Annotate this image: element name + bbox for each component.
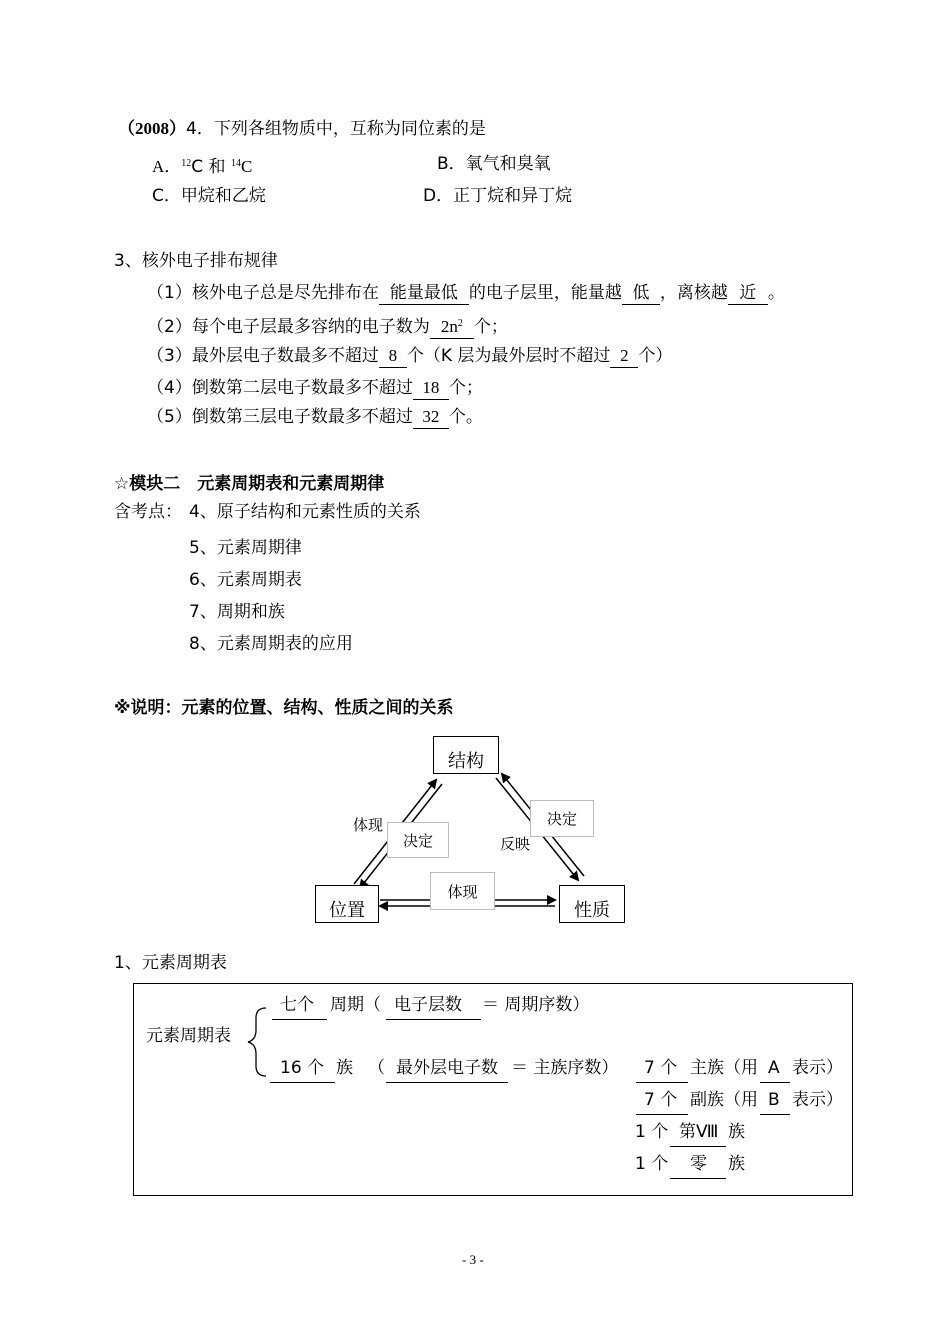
zero-count: 1 个 bbox=[635, 1154, 669, 1174]
group-label: 族 bbox=[336, 1058, 353, 1078]
node-property: 性质 bbox=[559, 885, 625, 923]
period-rule-b: ＝ 周期序数） bbox=[482, 995, 590, 1015]
rule-1: （1）核外电子总是尽先排布在 能量最低 的电子层里，能量越 低 ，离核越 近 。 bbox=[147, 283, 785, 303]
blank-8: 8 bbox=[379, 345, 407, 368]
node-structure: 结构 bbox=[433, 736, 499, 774]
label-right-determine: 决定 bbox=[530, 800, 594, 837]
period-rule-a: 电子层数 bbox=[394, 995, 462, 1015]
sub-letter: B bbox=[768, 1090, 780, 1110]
viii-name: 第Ⅷ bbox=[679, 1122, 719, 1142]
main-end: 表示） bbox=[792, 1058, 843, 1078]
period-count-line bbox=[272, 1019, 327, 1020]
blank-low: 低 bbox=[622, 282, 660, 305]
blank-near: 近 bbox=[728, 282, 768, 305]
sub-count: 7 个 bbox=[644, 1090, 678, 1110]
label-left-determine: 决定 bbox=[387, 822, 449, 858]
blank-18: 18 bbox=[413, 377, 449, 400]
main-letter: A bbox=[768, 1058, 780, 1078]
question-year: （2008） bbox=[118, 119, 186, 138]
brace bbox=[242, 1002, 272, 1082]
label-left-embody: 体现 bbox=[353, 816, 384, 834]
group-rule-line bbox=[386, 1082, 508, 1083]
points-label: 含考点： bbox=[114, 502, 182, 522]
point-item: 4、原子结构和元素性质的关系 bbox=[189, 502, 421, 522]
table-section-title: 1、元素周期表 bbox=[114, 953, 227, 973]
rule-4: （4）倒数第二层电子数最多不超过 18 个； bbox=[147, 378, 483, 398]
label-right-reflect: 反映 bbox=[500, 835, 531, 853]
page-number: - 3 - bbox=[462, 1252, 484, 1267]
group-rule-b: ＝ 主族序数） bbox=[511, 1058, 619, 1078]
blank-2n2: $2n^2$ bbox=[430, 313, 474, 339]
viii-end: 族 bbox=[728, 1122, 745, 1142]
blank-32: 32 bbox=[413, 406, 449, 429]
main-count-line bbox=[636, 1082, 688, 1083]
node-position: 位置 bbox=[315, 885, 379, 923]
point-item: 5、元素周期律 bbox=[189, 538, 302, 558]
point-item: 8、元素周期表的应用 bbox=[189, 634, 353, 654]
viii-name-line bbox=[670, 1146, 726, 1147]
option-c: C．甲烷和乙烷 bbox=[152, 186, 266, 206]
period-rule-line bbox=[386, 1019, 481, 1020]
group-open: （ bbox=[368, 1058, 385, 1078]
period-label: 周期（ bbox=[330, 995, 381, 1015]
main-count: 7 个 bbox=[644, 1058, 678, 1078]
sub-count-line bbox=[636, 1114, 688, 1115]
rule-5: （5）倒数第三层电子数最多不超过 32 个。 bbox=[147, 407, 483, 427]
zero-name: 零 bbox=[690, 1154, 707, 1174]
option-d: D．正丁烷和异丁烷 bbox=[423, 186, 573, 206]
option-a: A．$^{12}$C 和 $^{14}$C bbox=[152, 157, 253, 177]
rule-3: （3）最外层电子数最多不超过 8 个（K 层为最外层时不超过 2 个） bbox=[147, 346, 673, 366]
point-item: 6、元素周期表 bbox=[189, 570, 302, 590]
sub-letter-line bbox=[760, 1114, 790, 1115]
group-count: 16 个 bbox=[280, 1058, 325, 1078]
main-label: 主族（用 bbox=[690, 1058, 758, 1078]
rule-2: （2）每个电子层最多容纳的电子数为 $2n^2$ 个； bbox=[147, 313, 508, 339]
viii-count: 1 个 bbox=[635, 1122, 669, 1142]
pt-root: 元素周期表 bbox=[146, 1026, 231, 1046]
module2-title: ☆模块二 元素周期表和元素周期律 bbox=[114, 474, 385, 494]
section3-title: 3、核外电子排布规律 bbox=[114, 251, 278, 271]
group-count-line bbox=[270, 1082, 335, 1083]
point-item: 7、周期和族 bbox=[189, 602, 285, 622]
period-count: 七个 bbox=[280, 995, 314, 1015]
sub-end: 表示） bbox=[792, 1090, 843, 1110]
group-rule-a: 最外层电子数 bbox=[396, 1058, 498, 1078]
note-title: ※说明：元素的位置、结构、性质之间的关系 bbox=[114, 698, 454, 718]
option-b: B．氧气和臭氧 bbox=[437, 154, 551, 174]
zero-end: 族 bbox=[728, 1154, 745, 1174]
sub-label: 副族（用 bbox=[690, 1090, 758, 1110]
zero-name-line bbox=[670, 1178, 726, 1179]
blank-energy-lowest: 能量最低 bbox=[379, 282, 469, 305]
main-letter-line bbox=[760, 1082, 790, 1083]
question-stem: 4．下列各组物质中，互称为同位素的是 bbox=[186, 119, 486, 139]
blank-2: 2 bbox=[610, 345, 638, 368]
label-bottom-embody: 体现 bbox=[430, 872, 495, 910]
